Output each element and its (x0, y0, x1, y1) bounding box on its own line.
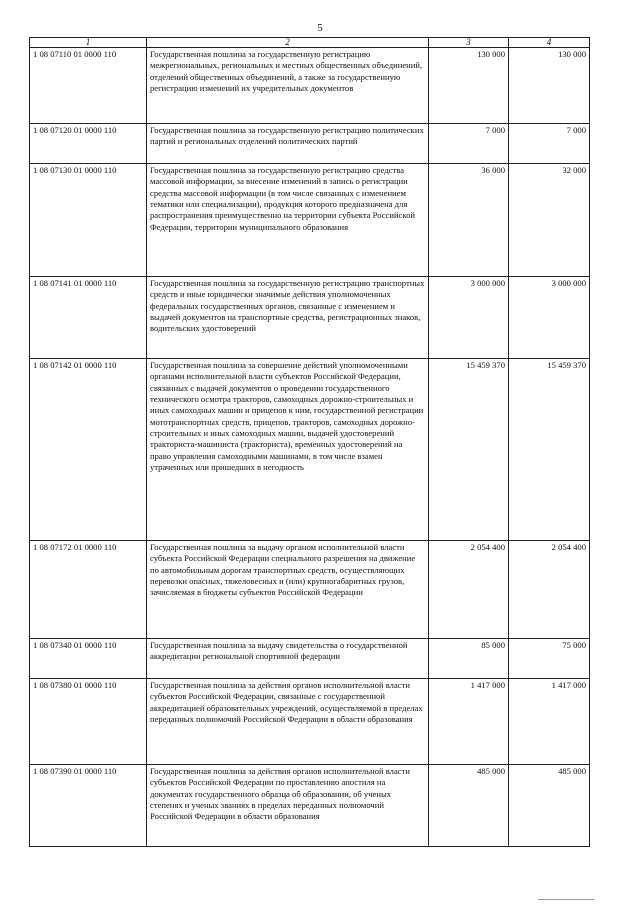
table-row (30, 639, 590, 679)
amount-col4: 75 000 (509, 639, 590, 679)
amount-col3: 7 000 (429, 124, 509, 164)
amount-col3: 85 000 (429, 639, 509, 679)
table-row (30, 277, 590, 359)
row-description: Государственная пошлина за выдачу органом исполнительной власти субъекта Российской Федерации специального разрешения на движение по автомобильным дорогам транспортных средств, осуществляющих перевозки опасных, тяжеловесных и (или) крупногабаритных грузов, зачисляемая в бюджеты субъектов Российской Федерации (147, 541, 429, 639)
row-description: Государственная пошлина за государственную регистрацию межрегиональных, региональных и местных общественных объединений, отделений общественных объединений, а также за государственную регистрацию изменений их учредительных документов (147, 48, 429, 124)
amount-col3: 1 417 000 (429, 679, 509, 765)
column-header: 4 (509, 38, 590, 48)
table-row (30, 765, 590, 847)
budget-code: 1 08 07340 01 0000 110 (30, 639, 147, 679)
row-description: Государственная пошлина за совершение действий уполномоченными органами исполнительной власти субъектов Российской Федерации, связанных с выдачей документов о проведении государственного технического осмотра тракторов, самоходных дорожно-строительных и иных самоходных машин и прицепов к ним, государственной регистрации мототранспортных средств, прицепов, тракторов, самоходных дорожно-строительных и иных самоходных машин, выдачей удостоверений тракториста-машиниста (тракториста), временных удостоверений на право управления самоходными машинами, в том числе взамен утраченных или пришедших в негодность (147, 359, 429, 541)
row-description: Государственная пошлина за действия органов исполнительной власти субъектов Российской Федерации по проставлению апостиля на документах государственного образца об образовании, об ученых степенях и ученых званиях в пределах переданных полномочий Российской Федерации в области образования (147, 765, 429, 847)
row-description: Государственная пошлина за действия органов исполнительной власти субъектов Российской Федерации, связанные с государственной аккредитацией образовательных учреждений, осуществляемой в пределах переданных полномочий Российской Федерации в области образования (147, 679, 429, 765)
budget-code: 1 08 07390 01 0000 110 (30, 765, 147, 847)
amount-col3: 15 459 370 (429, 359, 509, 541)
row-description: Государственная пошлина за государственную регистрацию политических партий и региональных отделений политических партий (147, 124, 429, 164)
amount-col4: 1 417 000 (509, 679, 590, 765)
table-row (30, 541, 590, 639)
budget-code: 1 08 07130 01 0000 110 (30, 164, 147, 277)
amount-col4: 15 459 370 (509, 359, 590, 541)
amount-col4: 7 000 (509, 124, 590, 164)
row-description: Государственная пошлина за выдачу свидетельства о государственной аккредитации региональной спортивной федерации (147, 639, 429, 679)
revenue-table (29, 37, 590, 847)
budget-code: 1 08 07110 01 0000 110 (30, 48, 147, 124)
amount-col3: 3 000 000 (429, 277, 509, 359)
table-row (30, 679, 590, 765)
amount-col4: 2 054 400 (509, 541, 590, 639)
budget-code: 1 08 07380 01 0000 110 (30, 679, 147, 765)
budget-code: 1 08 07142 01 0000 110 (30, 359, 147, 541)
table-header-row (30, 38, 590, 48)
amount-col3: 130 000 (429, 48, 509, 124)
amount-col3: 2 054 400 (429, 541, 509, 639)
row-description: Государственная пошлина за государственную регистрацию средства массовой информации, за внесение изменений в запись о регистрации средства массовой информации (в том числе связанных с изменением тематики или специализации), продукция которого предназначена для распространения преимущественно на территории субъекта Российской Федерации, территории муниципального образования (147, 164, 429, 277)
amount-col4: 32 000 (509, 164, 590, 277)
page-number: 5 (317, 22, 323, 34)
budget-code: 1 08 07120 01 0000 110 (30, 124, 147, 164)
table-row (30, 124, 590, 164)
table-row (30, 359, 590, 541)
table-row (30, 164, 590, 277)
amount-col4: 3 000 000 (509, 277, 590, 359)
amount-col3: 36 000 (429, 164, 509, 277)
amount-col3: 485 000 (429, 765, 509, 847)
column-header: 2 (147, 38, 429, 48)
column-header: 3 (429, 38, 509, 48)
row-description: Государственная пошлина за государственную регистрацию транспортных средств и иные юридически значимые действия уполномоченных федеральных государственных органов, связанные с изменением и выдачей документов на транспортные средства, регистрационных знаков, водительских удостоверений (147, 277, 429, 359)
budget-code: 1 08 07141 01 0000 110 (30, 277, 147, 359)
amount-col4: 130 000 (509, 48, 590, 124)
column-header: 1 (30, 38, 147, 48)
budget-code: 1 08 07172 01 0000 110 (30, 541, 147, 639)
footer-rule (538, 899, 594, 900)
amount-col4: 485 000 (509, 765, 590, 847)
table-row (30, 48, 590, 124)
